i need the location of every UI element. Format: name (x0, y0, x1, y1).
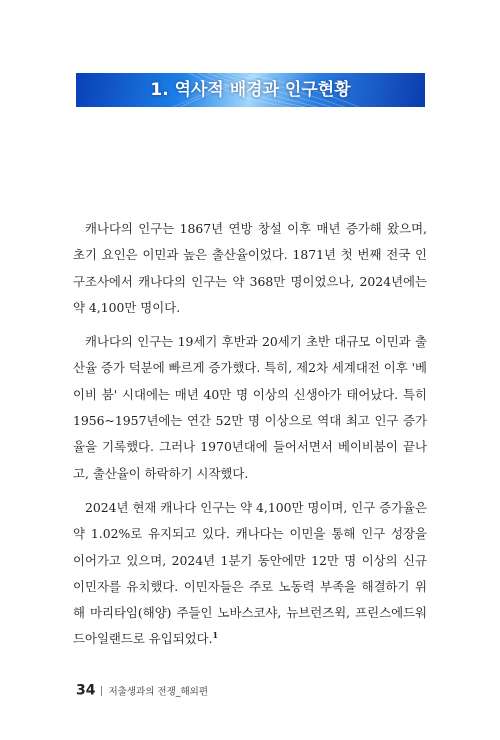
page-number: 34 (76, 682, 96, 699)
chapter-banner (76, 73, 425, 107)
footer-divider (101, 686, 102, 696)
paragraph-2: 캐나다의 인구는 19세기 후반과 20세기 초반 대규모 이민과 출산율 증가 덕분에 빠르게 증가했다. 특히, 제2차 세계대전 이후 '베이비 붐' 시대에는 매년 40만 명 이상의 신생아가 태어났다. 특히1956~1957년에는 연간 52만 명 이상으로 역대 최고 인구 증가율을 기록했다. 그러나 1970년대에 들어서면서 베이비붐이 끝나고, 출산율이 하락하기 시작했다. (73, 334, 427, 481)
chapter-title: 1. 역사적 배경과 인구현황 (150, 80, 351, 100)
paragraph-3-text: 2024년 현재 캐나다 인구는 약 4,100만 명이며, 인구 증가율은 약 1.02%로 유지되고 있다. 캐나다는 이민을 통해 인구 성장을 이어가고 있으며, 2024년 1분기 동안에만 12만 명 이상의 신규 이민자를 유치했다. 이민자들은 주로 노동력 부족을 해결하기 위해 마리타임(해양) 주들인 노바스코샤, 뉴브런즈윅, 프린스에드워드아일랜드로 유입되었다. (73, 499, 427, 647)
footnote-marker[interactable]: 1 (212, 630, 219, 641)
body-text (73, 216, 427, 661)
paragraph-1: 캐나다의 인구는 1867년 연방 창설 이후 매년 증가해 왔으며, 초기 요인은 이민과 높은 출산율이었다. 1871년 첫 번째 전국 인구조사에서 캐나다의 인구는 약 368만 명이었으나, 2024년에는 약 4,100만 명이다. (73, 221, 427, 315)
book-title: 저출생과의 전쟁_해외편 (108, 686, 209, 698)
page-footer (76, 680, 208, 699)
paragraph-3 (73, 495, 427, 653)
